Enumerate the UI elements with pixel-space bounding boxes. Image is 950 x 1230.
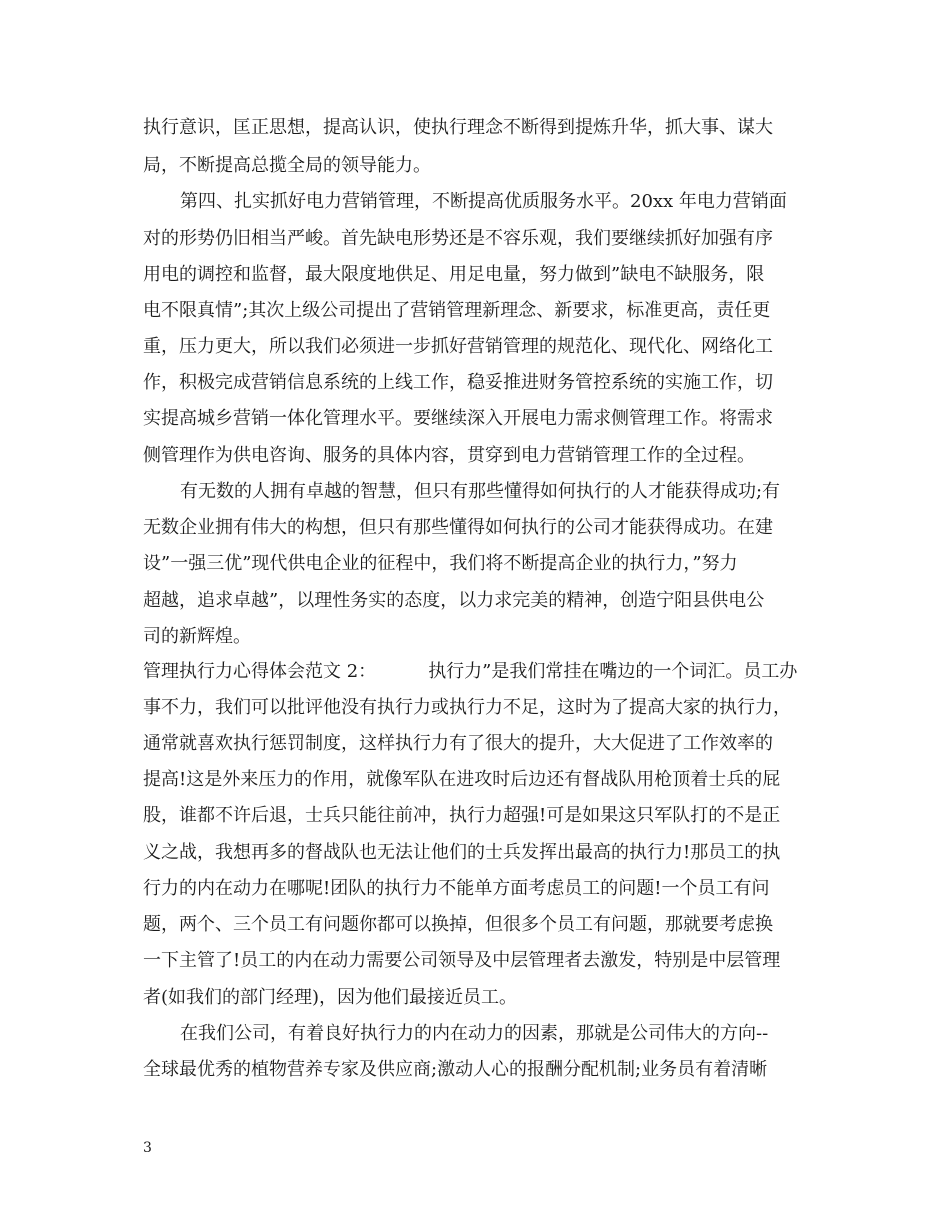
text-line: 无数企业拥有伟大的构想，但只有那些懂得如何执行的公司才能获得成功。在建: [143, 517, 773, 538]
text-line: 提高!这是外来压力的作用，就像军队在进攻时后边还有督战队用枪顶着士兵的屁: [143, 769, 781, 790]
text-line: 通常就喜欢执行惩罚制度，这样执行力有了很大的提升，大大促进了工作效率的: [143, 733, 773, 754]
section-heading: 管理执行力心得体会范文 2：: [143, 661, 377, 682]
text-line: 第四、扎实抓好电力营销管理，不断提高优质服务水平。20xx 年电力营销面: [180, 191, 787, 212]
text-line: 义之战，我想再多的督战队也无法让他们的士兵发挥出最高的执行力!那员工的执: [143, 842, 781, 863]
text-line: 题，两个、三个员工有问题你都可以换掉，但很多个员工有问题，那就要考虑换: [143, 914, 773, 935]
text-line: 股，谁都不许后退，士兵只能往前冲，执行力超强!可是如果这只军队打的不是正: [143, 805, 781, 826]
text-line: 实提高城乡营销一体化管理水平。要继续深入开展电力需求侧管理工作。将需求: [143, 408, 773, 429]
text-line: 超越，追求卓越”，以理性务实的态度，以力求完美的精神，创造宁阳县供电公: [143, 590, 765, 611]
text-line: 行力的内在动力在哪呢!团队的执行力不能单方面考虑员工的问题!一个员工有问: [143, 878, 770, 899]
page-number: 3: [143, 1140, 152, 1156]
text-line: 者(如我们的部门经理)，因为他们最接近员工。: [143, 987, 518, 1008]
text-line: 司的新辉煌。: [143, 626, 251, 647]
text-line: 事不力，我们可以批评他没有执行力或执行力不足，这时为了提高大家的执行力，: [143, 697, 791, 718]
text-line: 对的形势仍旧相当严峻。首先缺电形势还是不容乐观，我们要继续抓好加强有序: [143, 228, 773, 249]
text-line: 一下主管了!员工的内在动力需要公司领导及中层管理者去激发，特别是中层管理: [143, 950, 781, 971]
text-line: 执行意识，匡正思想，提高认识，使执行理念不断得到提炼升华，抓大事、谋大: [143, 117, 773, 138]
text-line: 重，压力更大，所以我们必须进一步抓好营销管理的规范化、现代化、网络化工: [143, 336, 773, 357]
text-line: 有无数的人拥有卓越的智慧，但只有那些懂得如何执行的人才能获得成功;有: [180, 481, 781, 502]
text-line: 在我们公司，有着良好执行力的内在动力的因素，那就是公司伟大的方向--: [180, 1023, 769, 1044]
text-line: 局，不断提高总揽全局的领导能力。: [143, 155, 431, 176]
text-run: 执行力”是我们常挂在嘴边的一个词汇。员工办: [428, 661, 798, 682]
text-line: 设”一强三优”现代供电企业的征程中，我们将不断提高企业的执行力，”努力: [143, 553, 738, 574]
text-line: 用电的调控和监督，最大限度地供足、用足电量，努力做到”缺电不缺服务，限: [143, 264, 765, 285]
text-line: [143, 661, 797, 683]
text-line: 全球最优秀的植物营养专家及供应商;激动人心的报酬分配机制;业务员有着清晰: [143, 1059, 768, 1080]
text-line: 侧管理作为供电咨询、服务的具体内容，贯穿到电力营销管理工作的全过程。: [143, 445, 755, 466]
text-line: 电不限真情”;其次上级公司提出了营销管理新理念、新要求，标准更高，责任更: [143, 300, 771, 321]
text-line: 作，积极完成营销信息系统的上线工作，稳妥推进财务管控系统的实施工作，切: [143, 372, 773, 393]
